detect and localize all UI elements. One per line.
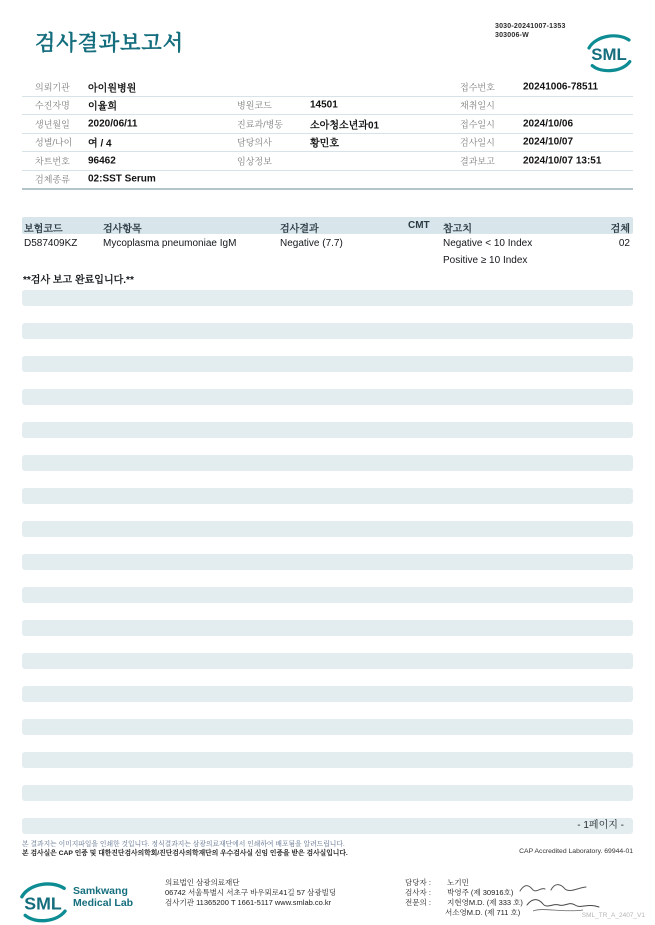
empty-result-stripe [22, 719, 633, 735]
empty-result-stripe [22, 653, 633, 669]
empty-result-stripe [22, 686, 633, 702]
table-row [22, 115, 633, 134]
field-value: 2024/10/06 [523, 118, 574, 130]
empty-stripes [22, 290, 633, 834]
field-label: 의뢰기관 [35, 82, 70, 93]
staff-specialist-row [405, 898, 523, 908]
field-label: 차트번호 [35, 156, 70, 167]
empty-result-stripe [22, 752, 633, 768]
field-value: 황민호 [310, 138, 339, 150]
field-label: 검사일시 [460, 137, 495, 148]
field-value: 2024/10/07 13:51 [523, 155, 602, 167]
staff-specialist-name1: 지현영M.D. (제 333 호) [447, 898, 523, 907]
staff-specialist-name2: 서소영M.D. (제 711 호) [445, 908, 521, 917]
page-number-stripe [22, 818, 633, 834]
field-label: 담당의사 [237, 137, 272, 148]
field-value: 이율희 [88, 101, 117, 113]
sml-footer-logo [17, 879, 69, 923]
staff-manager-label: 담당자 : [405, 878, 431, 887]
staff-examiner-name: 박영주 (제 30916호) [447, 888, 514, 897]
field-value: 20241006-78511 [523, 81, 599, 93]
field-label: 임상정보 [237, 156, 272, 167]
field-value: 아이원병원 [88, 83, 137, 95]
empty-result-stripe [22, 323, 633, 339]
sml-logo [585, 31, 633, 73]
column-header-cmt: CMT [408, 220, 430, 231]
column-header-reference: 참고치 [443, 224, 472, 235]
brand-line1: Samkwang [73, 885, 128, 897]
field-value: 2024/10/07 [523, 136, 574, 148]
brand-line2: Medical Lab [73, 897, 134, 909]
svg-text:SML: SML [591, 45, 627, 64]
column-header-test-item: 검사항목 [103, 224, 142, 235]
field-label: 채취일시 [460, 100, 495, 111]
org-address: 06742 서울특별시 서초구 바우뫼로41길 57 삼광빌딩 [165, 888, 337, 897]
insurance-code: D587409KZ [24, 238, 78, 249]
sml-logo-icon [17, 879, 69, 923]
form-code: SML_TR_A_2407_V1 [581, 912, 645, 919]
empty-result-stripe [22, 455, 633, 471]
document-code-line1: 3030-20241007-1353 [495, 23, 566, 30]
report-complete-message: **검사 보고 완료입니다.** [23, 275, 134, 286]
empty-result-stripe [22, 290, 633, 306]
document-codes [495, 23, 566, 40]
specimen-code: 02 [618, 238, 630, 249]
test-item: Mycoplasma pneumoniae IgM [103, 238, 237, 249]
field-label: 진료과/병동 [237, 119, 283, 130]
footnote-accreditation: 본 검사실은 CAP 인증 및 대한진단검사의학회/진단검사의학재단의 우수검사실 신임 인증을 받은 검사실입니다. [22, 850, 348, 857]
table-row [22, 171, 633, 191]
field-value: 96462 [88, 155, 116, 167]
column-header-specimen: 검체 [610, 224, 630, 235]
page-number: - 1페이지 - [577, 820, 624, 831]
field-value: 14501 [310, 99, 338, 111]
document-code-line2: 303006-W [495, 31, 529, 39]
result-row [22, 238, 633, 253]
table-row [22, 78, 633, 97]
table-row [22, 152, 633, 171]
field-value: 02:SST Serum [88, 173, 156, 185]
sml-logo-icon [585, 31, 633, 73]
field-label: 검체종류 [35, 174, 70, 185]
staff-examiner-row [405, 888, 523, 898]
brand-name [73, 885, 133, 909]
staff-specialist-row2 [405, 908, 523, 918]
staff-examiner-label: 검사자 : [405, 888, 431, 897]
empty-result-stripe [22, 488, 633, 504]
test-result: Negative (7.7) [280, 238, 343, 249]
field-label: 성별/나이 [35, 137, 73, 148]
footnote-image-notice: 본 결과지는 이미지파일을 인쇄한 것입니다. 정식결과지는 삼광의료재단에서 인쇄하여 배포됨을 알려드립니다. [22, 841, 345, 848]
empty-result-stripe [22, 356, 633, 372]
result-row-continued [22, 255, 633, 270]
empty-result-stripe [22, 422, 633, 438]
cap-accreditation-text: CAP Accredited Laboratory. 69944-01 [519, 848, 633, 855]
field-value: 2020/06/11 [88, 118, 138, 130]
org-name: 의료법인 삼광의료재단 [165, 878, 240, 887]
field-label: 접수번호 [460, 82, 495, 93]
field-label: 접수일시 [460, 119, 495, 130]
patient-info-table [22, 78, 633, 190]
column-header-insurance-code: 보험코드 [24, 224, 63, 235]
field-value: 소아청소년과01 [310, 120, 380, 132]
field-label: 수진자명 [35, 100, 70, 111]
staff-info [405, 878, 523, 918]
empty-result-stripe [22, 389, 633, 405]
empty-result-stripe [22, 521, 633, 537]
table-row [22, 134, 633, 153]
staff-manager-name: 노기민 [447, 878, 469, 887]
field-label: 생년월일 [35, 119, 70, 130]
staff-specialist-label: 전문의 : [405, 898, 431, 907]
reference-range-line2: Positive ≥ 10 Index [443, 255, 528, 266]
field-label: 병원코드 [237, 100, 272, 111]
org-contact: 검사기관 11365200 T 1661-5117 www.smlab.co.kr [165, 898, 332, 907]
page-title: 검사결과보고서 [35, 32, 185, 55]
column-header-result: 검사결과 [280, 224, 319, 235]
results-table-header [22, 217, 633, 234]
empty-result-stripe [22, 785, 633, 801]
svg-text:SML: SML [24, 893, 62, 914]
reference-range-line1: Negative < 10 Index [443, 238, 533, 249]
staff-manager-row [405, 878, 523, 888]
field-label: 결과보고 [460, 156, 495, 167]
empty-result-stripe [22, 620, 633, 636]
table-row [22, 97, 633, 116]
empty-result-stripe [22, 587, 633, 603]
empty-result-stripe [22, 554, 633, 570]
field-value: 여 / 4 [88, 138, 112, 150]
organization-info [165, 878, 336, 908]
